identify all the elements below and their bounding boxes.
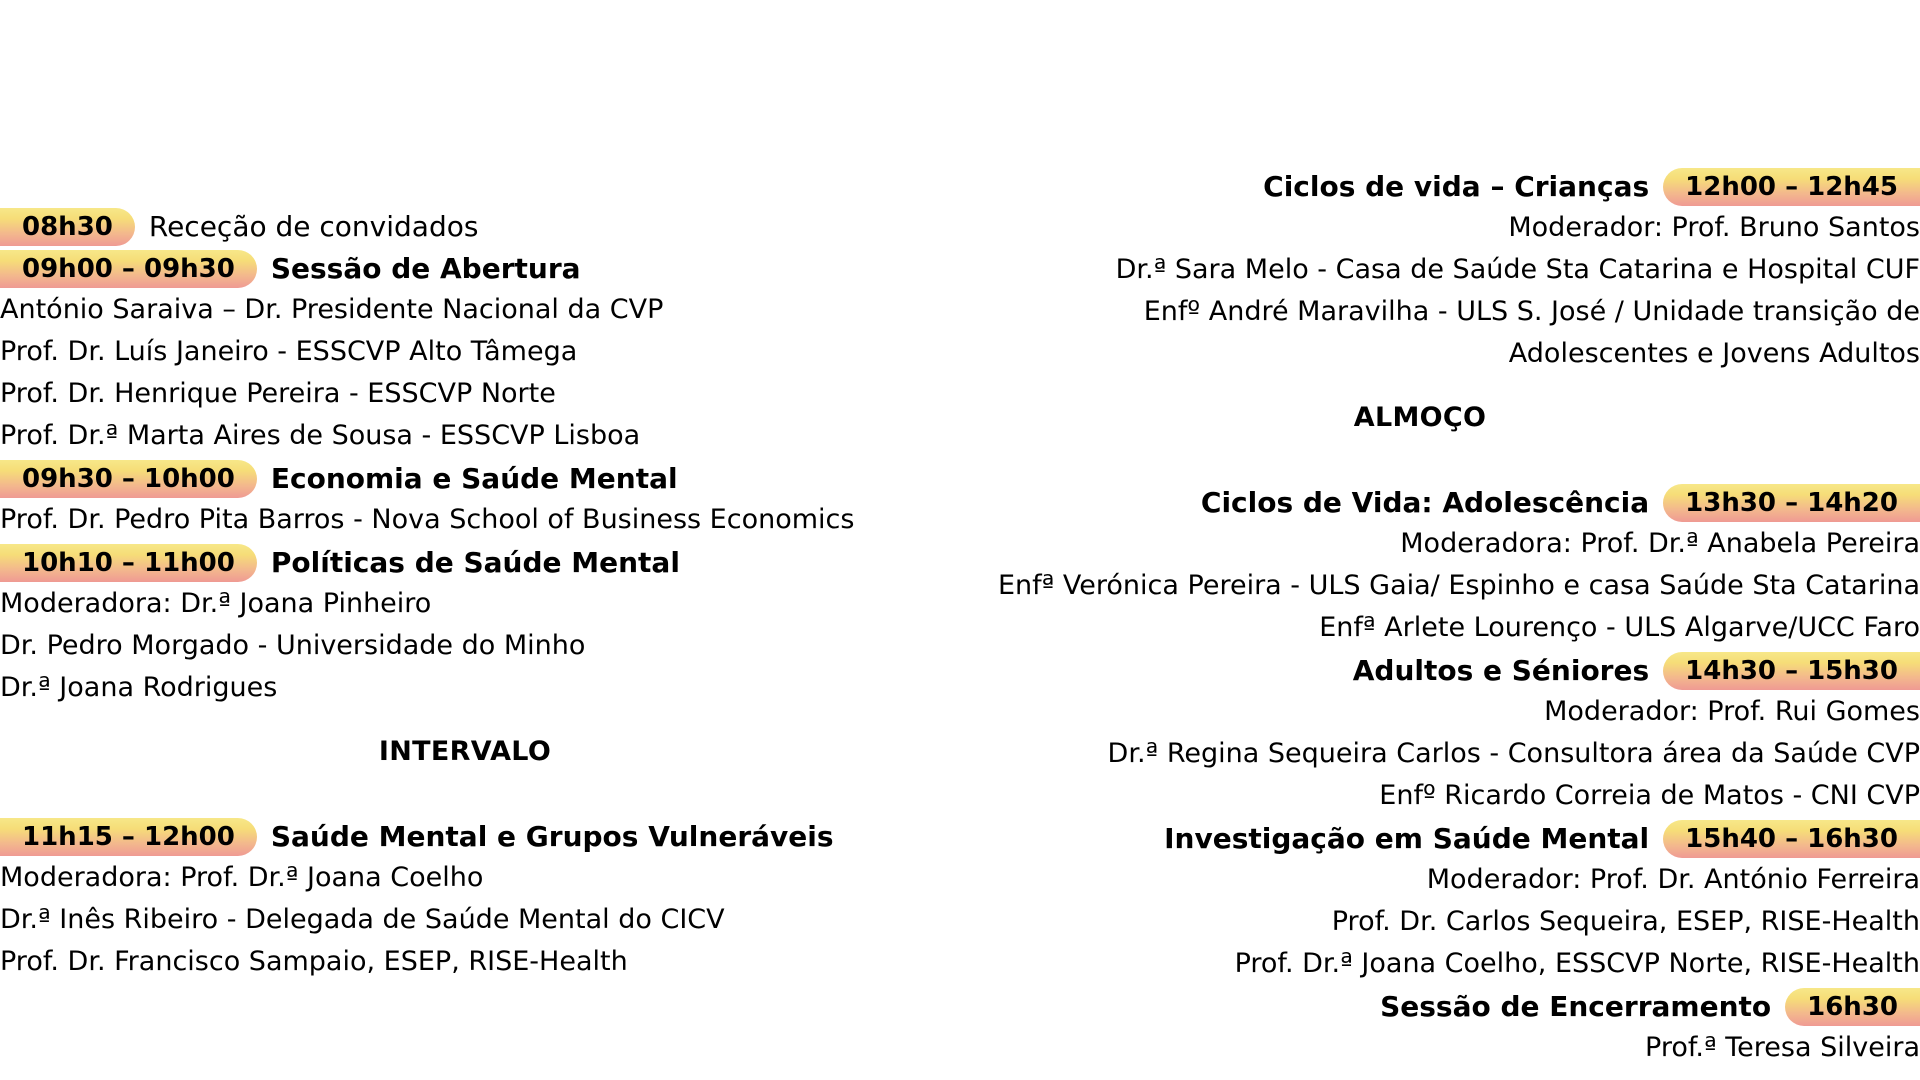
- session-speaker: Dr.ª Inês Ribeiro - Delegada de Saúde Mental do CICV: [0, 904, 725, 935]
- schedule-spacer: [920, 375, 1920, 397]
- session-header-row: [0, 247, 930, 289]
- session-speaker: Dr.ª Joana Rodrigues: [0, 672, 278, 703]
- session-time-badge: 11h15 – 12h00: [0, 818, 257, 856]
- session-time-badge: 12h00 – 12h45: [1663, 168, 1920, 206]
- schedule-spacer: [920, 439, 1920, 481]
- session-speaker: Prof. Dr. Henrique Pereira - ESSCVP Norte: [0, 378, 556, 409]
- break-label: ALMOÇO: [1353, 402, 1487, 433]
- session-title: Economia e Saúde Mental: [270, 461, 678, 495]
- session-speaker: Dr.ª Sara Melo - Casa de Saúde Sta Catarina e Hospital CUF: [1115, 254, 1920, 285]
- session-time-badge: 09h30 – 10h00: [0, 460, 257, 498]
- schedule-spacer: [0, 709, 930, 731]
- session-speaker: Adolescentes e Jovens Adultos: [1508, 338, 1920, 369]
- session-speaker: Prof. Dr. Francisco Sampaio, ESEP, RISE-Health: [0, 946, 628, 977]
- session-speaker: Dr.ª Regina Sequeira Carlos - Consultora área da Saúde CVP: [1107, 738, 1920, 769]
- session-title: Ciclos de vida – Crianças: [1263, 169, 1650, 203]
- session-speaker: Moderador: Prof. Bruno Santos: [1508, 212, 1920, 243]
- session-speaker: Moderadora: Prof. Dr.ª Joana Coelho: [0, 862, 484, 893]
- session-time-badge: 15h40 – 16h30: [1663, 820, 1920, 858]
- session-speaker: Moderador: Prof. Rui Gomes: [1544, 696, 1920, 727]
- session-speaker: Enfª Verónica Pereira - ULS Gaia/ Espinho e casa Saúde Sta Catarina: [997, 570, 1920, 601]
- session-header-row: [920, 985, 1920, 1027]
- session-time-badge: 10h10 – 11h00: [0, 544, 257, 582]
- session-speaker: António Saraiva – Dr. Presidente Nacional da CVP: [0, 294, 664, 325]
- session-speaker: Dr. Pedro Morgado - Universidade do Minho: [0, 630, 586, 661]
- schedule-column-afternoon: [920, 165, 1920, 1069]
- session-header-row: [920, 817, 1920, 859]
- session-speaker: Prof.ª Teresa Silveira: [1645, 1032, 1920, 1063]
- session-header-row: [0, 541, 930, 583]
- session-time-badge: 09h00 – 09h30: [0, 250, 257, 288]
- session-title: Saúde Mental e Grupos Vulneráveis: [270, 819, 834, 853]
- session-header-row: [920, 481, 1920, 523]
- session-title: Sessão de Encerramento: [1380, 989, 1772, 1023]
- session-header-row: [920, 165, 1920, 207]
- session-speaker: Moderador: Prof. Dr. António Ferreira: [1426, 864, 1920, 895]
- session-title: Adultos e Séniores: [1352, 653, 1650, 687]
- break-label-row: [0, 731, 930, 773]
- session-speaker: Prof. Dr. Carlos Sequeira, ESEP, RISE-Health: [1331, 906, 1920, 937]
- session-speaker: Enfº André Maravilha - ULS S. José / Unidade transição de: [1143, 296, 1920, 327]
- session-title: Investigação em Saúde Mental: [1164, 821, 1650, 855]
- session-speaker: Prof. Dr. Pedro Pita Barros - Nova School of Business Economics: [0, 504, 855, 535]
- session-time-badge: 08h30: [0, 208, 135, 246]
- session-time-badge: 14h30 – 15h30: [1663, 652, 1920, 690]
- session-title: Sessão de Abertura: [270, 251, 581, 285]
- session-header-row: [0, 815, 930, 857]
- session-header-row: [0, 205, 930, 247]
- session-speaker: Moderadora: Prof. Dr.ª Anabela Pereira: [1400, 528, 1920, 559]
- session-title: Ciclos de Vida: Adolescência: [1200, 485, 1650, 519]
- session-speaker: Prof. Dr.ª Marta Aires de Sousa - ESSCVP Lisboa: [0, 420, 641, 451]
- schedule-spacer: [0, 773, 930, 815]
- session-speaker: Prof. Dr. Luís Janeiro - ESSCVP Alto Tâmega: [0, 336, 578, 367]
- schedule-column-morning: [0, 205, 930, 983]
- session-time-badge: 16h30: [1785, 988, 1920, 1026]
- session-title: Receção de convidados: [148, 209, 479, 243]
- break-label-row: [920, 397, 1920, 439]
- session-speaker: Moderadora: Dr.ª Joana Pinheiro: [0, 588, 432, 619]
- session-speaker: Enfº Ricardo Correia de Matos - CNI CVP: [1379, 780, 1920, 811]
- session-title: Políticas de Saúde Mental: [270, 545, 680, 579]
- session-header-row: [0, 457, 930, 499]
- session-header-row: [920, 649, 1920, 691]
- break-label: INTERVALO: [378, 736, 552, 767]
- session-speaker: Enfª Arlete Lourenço - ULS Algarve/UCC Faro: [1319, 612, 1920, 643]
- session-time-badge: 13h30 – 14h20: [1663, 484, 1920, 522]
- session-speaker: Prof. Dr.ª Joana Coelho, ESSCVP Norte, RISE-Health: [1234, 948, 1920, 979]
